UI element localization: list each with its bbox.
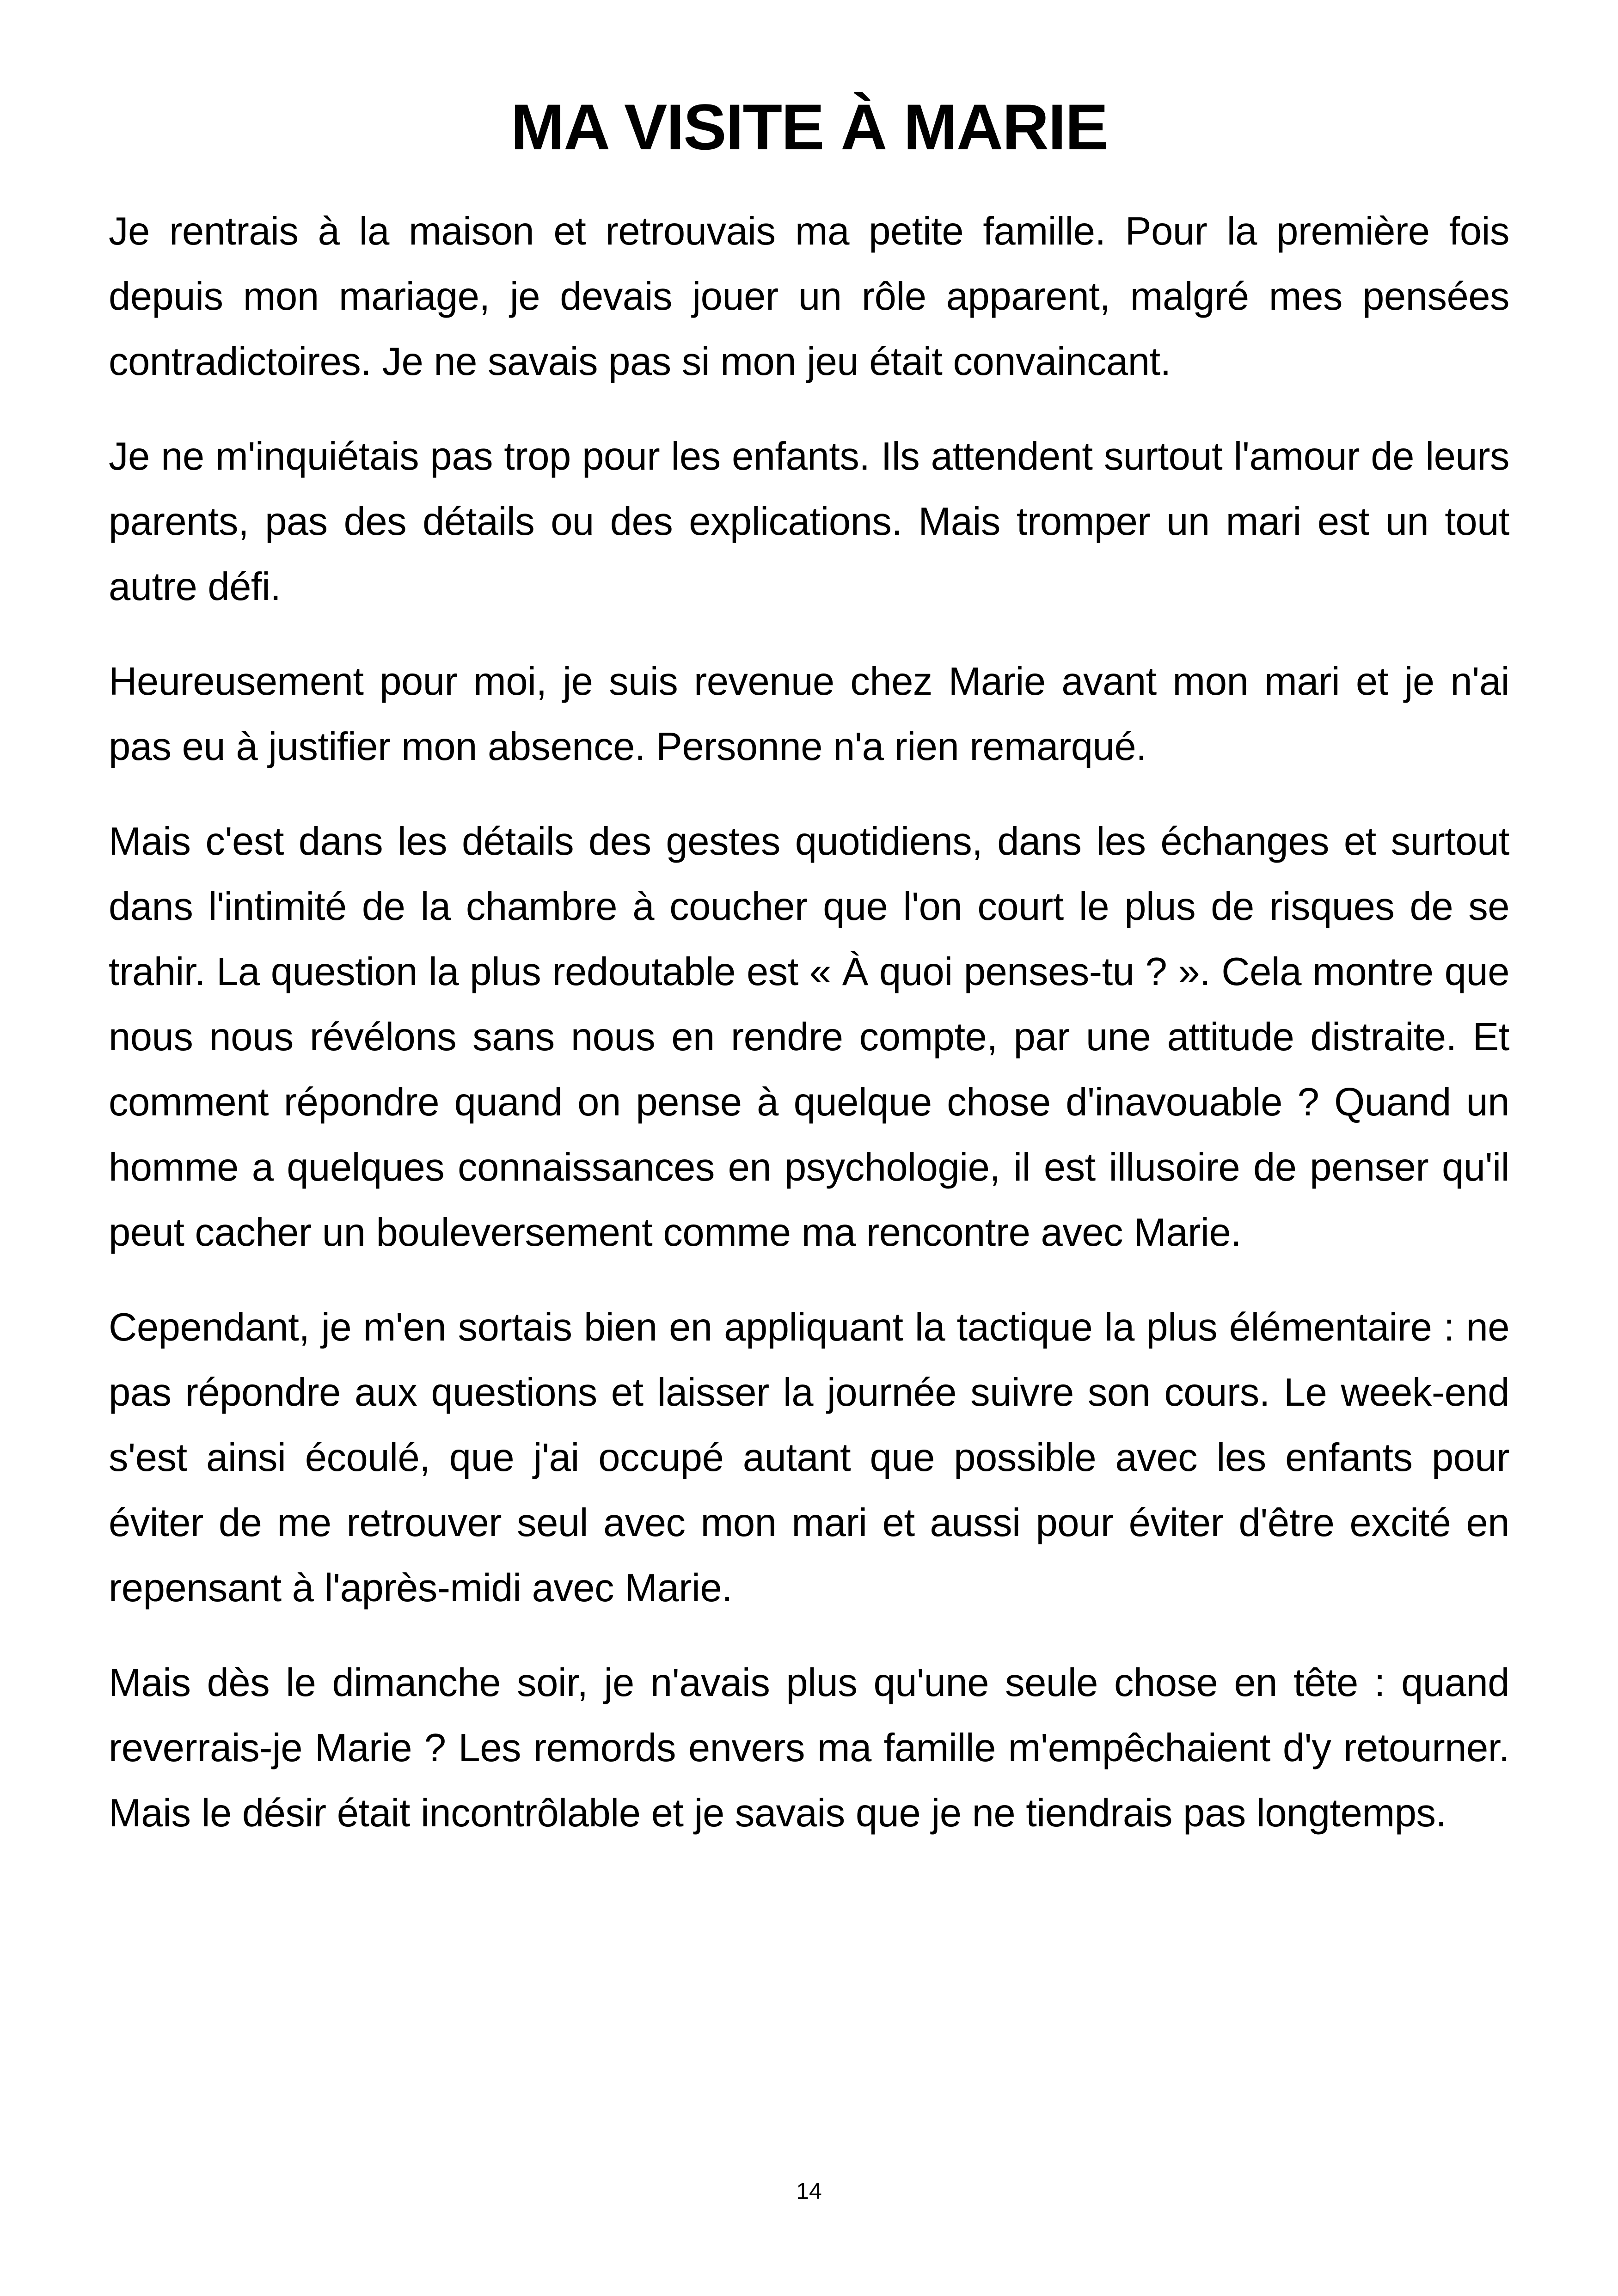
page-number: 14 (796, 2178, 822, 2204)
paragraph: Je ne m'inquiétais pas trop pour les enfants. Ils attendent surtout l'amour de leurs parents, pas des détails ou des explications. Mais tromper un mari est un tout autre défi. (109, 435, 1509, 609)
paragraph: Mais dès le dimanche soir, je n'avais plus qu'une seule chose en tête : quand reverrais-je Marie ? Les remords envers ma famille m'empêchaient d'y retourner. Mais le désir était incontrôlable et je savais que je ne tiendrais pas longtemps. (109, 1661, 1509, 1835)
body-text (109, 199, 1509, 1875)
page-title: MA VISITE À MARIE (510, 91, 1108, 163)
paragraph: Cependant, je m'en sortais bien en appliquant la tactique la plus élémentaire : ne pas répondre aux questions et laisser la journée suivre son cours. Le week-end s'est ainsi écoulé, que j'ai occupé autant que possible avec les enfants pour éviter de me retrouver seul avec mon mari et aussi pour éviter d'être excité en repensant à l'après-midi avec Marie. (109, 1305, 1509, 1610)
paragraph: Heureusement pour moi, je suis revenue chez Marie avant mon mari et je n'ai pas eu à justifier mon absence. Personne n'a rien remarqué. (109, 660, 1509, 769)
paragraph: Mais c'est dans les détails des gestes quotidiens, dans les échanges et surtout dans l'intimité de la chambre à coucher que l'on court le plus de risques de se trahir. La question la plus redoutable est « À quoi penses-tu ? ». Cela montre que nous nous révélons sans nous en rendre compte, par une attitude distraite. Et comment répondre quand on pense à quelque chose d'inavouable ? Quand un homme a quelques connaissances en psychologie, il est illusoire de penser qu'il peut cacher un bouleversement comme ma rencontre avec Marie. (109, 820, 1509, 1255)
paragraph: Je rentrais à la maison et retrouvais ma petite famille. Pour la première fois depuis mon mariage, je devais jouer un rôle apparent, malgré mes pensées contradictoires. Je ne savais pas si mon jeu était convaincant. (109, 209, 1509, 384)
